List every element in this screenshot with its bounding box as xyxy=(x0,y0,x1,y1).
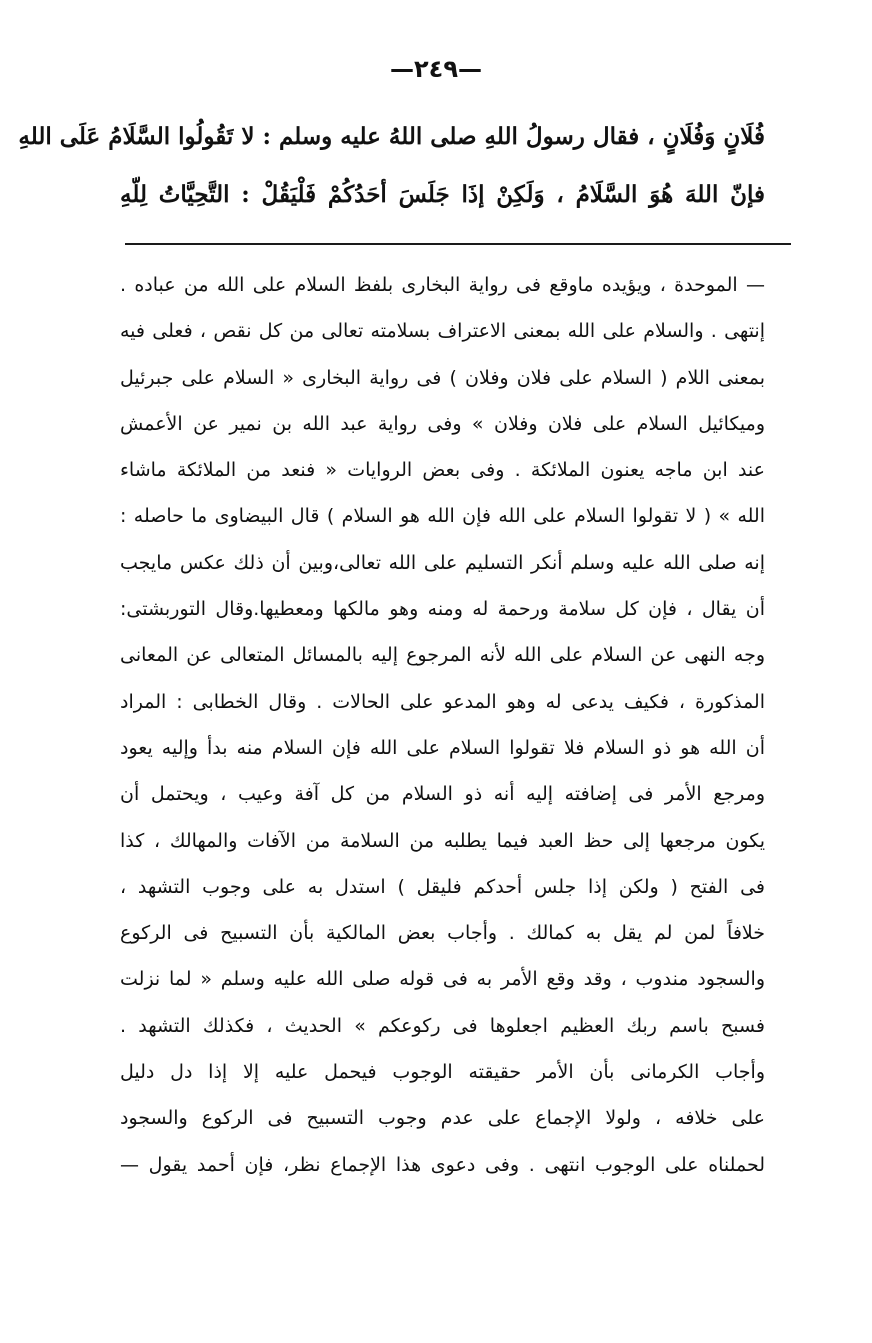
commentary-line: يكون مرجعها إلى حظ العبد فيما يطلبه من السلامة من الآفات والمهالك ، كذا xyxy=(120,829,765,852)
commentary-text xyxy=(120,262,765,1188)
commentary-line: والسجود مندوب ، وقد وقع الأمر به فى قوله صلى الله عليه وسلم « لما نزلت xyxy=(120,968,765,991)
commentary-line: لحملناه على الوجوب انتهى . وفى دعوى هذا الإجماع نظر، فإن أحمد يقول — xyxy=(120,1153,765,1176)
page-number: —٢٤٩— xyxy=(390,55,482,83)
commentary-line: وأجاب الكرمانى بأن الأمر حقيقته الوجوب فيحمل عليه إلا إذا دل دليل xyxy=(120,1061,765,1084)
hadith-line: فإنّ اللهَ هُوَ السَّلَامُ ، وَلَكِنْ إذَا جَلَسَ أحَدُكُمْ فَلْيَقُلْ : التَّحِيَّاتُ لِلّهِ xyxy=(120,181,765,208)
commentary-line: فى الفتح ( ولكن إذا جلس أحدكم فليقل ) استدل به على وجوب التشهد ، xyxy=(120,875,765,898)
commentary-line: وميكائيل السلام على فلان وفلان » وفى رواية عبد الله بن نمير عن الأعمش xyxy=(120,412,765,435)
commentary-line: إنتهى . والسلام على الله بمعنى الاعتراف بسلامته تعالى من كل نقص ، فعلى فيه xyxy=(120,320,765,343)
commentary-line: بمعنى اللام ( السلام على فلان وفلان ) فى رواية البخارى « السلام على جبرئيل xyxy=(120,366,765,389)
commentary-line: خلافاً لمن لم يقل به كمالك . وأجاب بعض المالكية بأن التسبيح فى الركوع xyxy=(120,922,765,945)
commentary-line: أن الله هو ذو السلام فلا تقولوا السلام على الله فإن السلام منه بدأ وإليه يعود xyxy=(120,736,765,759)
commentary-line: أن يقال ، فإن كل سلامة ورحمة له ومنه وهو مالكها ومعطيها.وقال التوربشتى: xyxy=(120,598,765,621)
commentary-line: المذكورة ، فكيف يدعى له وهو المدعو على الحالات . وقال الخطابى : المراد xyxy=(120,690,765,713)
commentary-line: إنه صلى الله عليه وسلم أنكر التسليم على الله تعالى،وبين أن ذلك عكس مايجب xyxy=(120,551,765,574)
commentary-line: على خلافه ، ولولا الإجماع على عدم وجوب التسبيح فى الركوع والسجود xyxy=(120,1107,765,1130)
commentary-line: عند ابن ماجه يعنون الملائكة . وفى بعض الروايات « فنعد من الملائكة ماشاء xyxy=(120,459,765,482)
hadith-line: فُلَانٍ وَفُلَانٍ ، فقال رسولُ اللهِ صلى اللهُ عليه وسلم : لا تَقُولُوا السَّلَامُ عَلَى اللهِ xyxy=(18,123,765,150)
commentary-line: الله » ( لا تقولوا السلام على الله فإن الله هو السلام ) قال البيضاوى ما حاصله : xyxy=(120,505,765,528)
commentary-line: ومرجع الأمر فى إضافته إليه أنه ذو السلام من كل آفة وعيب ، ويحتمل أن xyxy=(120,783,765,806)
commentary-line: وجه النهى عن السلام على الله لأنه المرجوع إليه بالمسائل المتعالى عن المعانى xyxy=(120,644,765,667)
hadith-text xyxy=(18,108,765,224)
footnote-divider xyxy=(125,243,791,245)
commentary-line: فسبح باسم ربك العظيم اجعلوها فى ركوعكم » الحديث ، فكذلك التشهد . xyxy=(120,1014,765,1037)
commentary-line: — الموحدة ، ويؤيده ماوقع فى رواية البخارى بلفظ السلام على الله من عباده . xyxy=(120,274,765,296)
